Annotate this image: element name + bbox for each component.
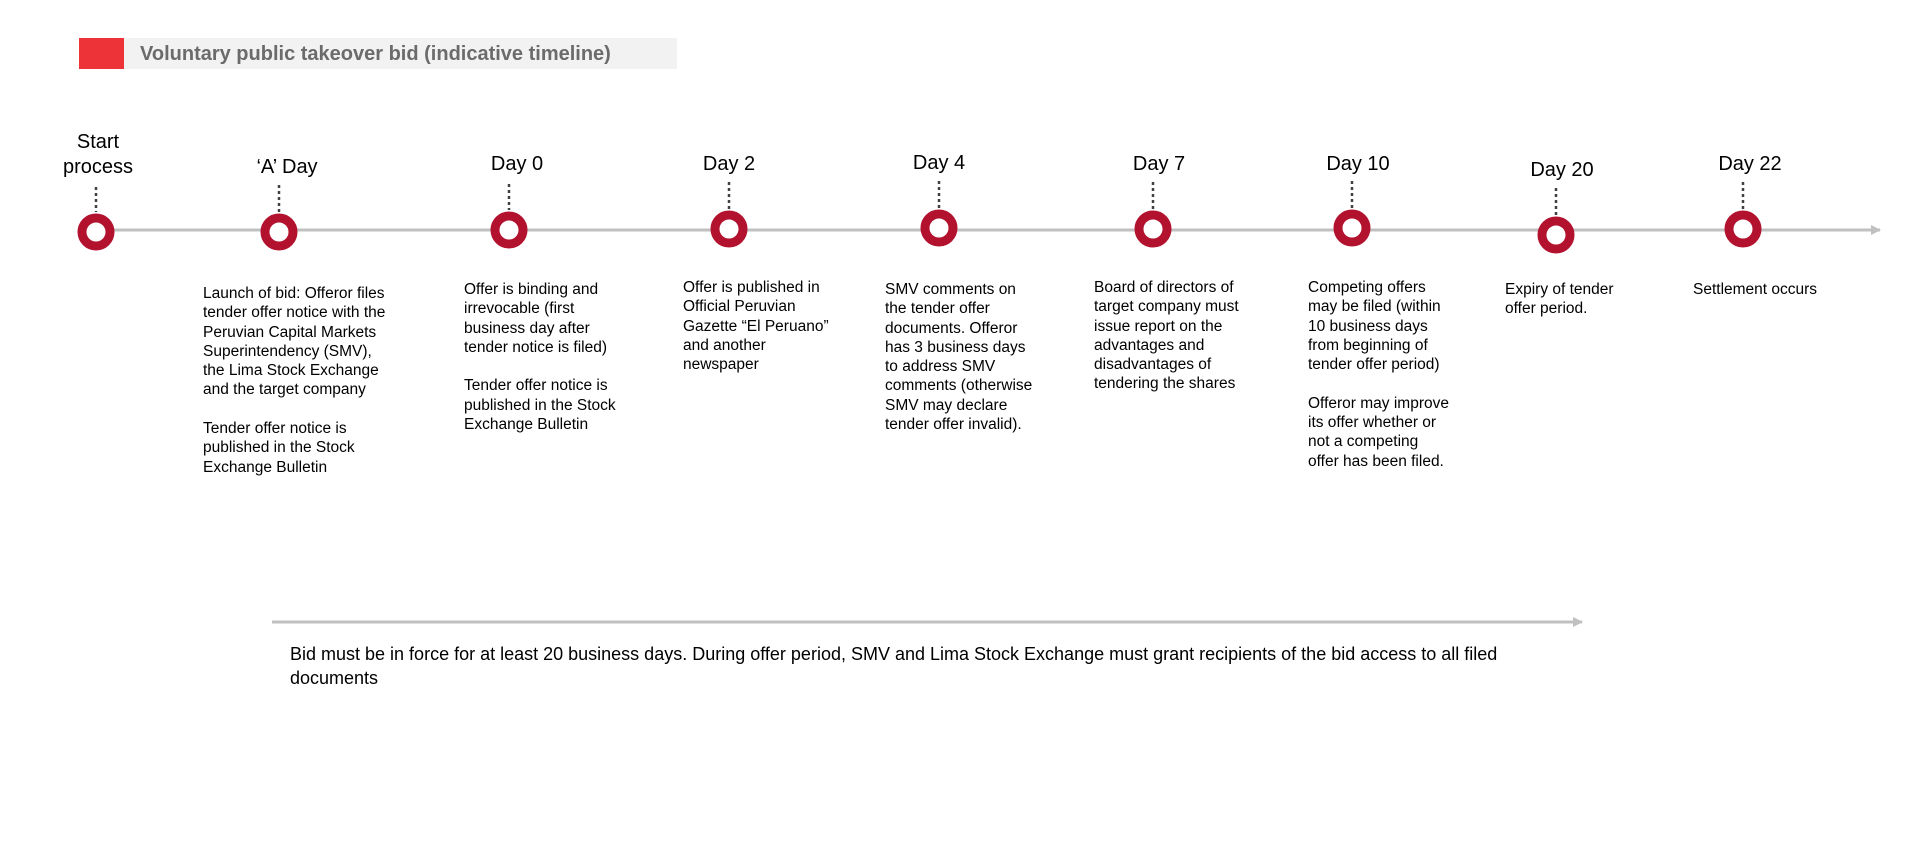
milestone-label: ‘A’ Day	[256, 156, 318, 178]
milestone-description: Settlement occurs	[1693, 281, 1818, 298]
milestone-description: Offer is published in Official Peruvian Gazette “El Peruano” and another newspaper	[683, 279, 829, 374]
milestone-label: Day 2	[702, 153, 756, 175]
milestone-description: Offer is binding and irrevocable (first business day after tender notice is filed) Tender offer notice is published in the Stock Exchange Bulletin	[464, 281, 616, 434]
milestone-marker	[495, 216, 523, 244]
milestone-marker	[82, 218, 110, 246]
milestone-description: Board of directors of target company must issue report on the advantages and disadvantages of tendering the shares	[1094, 279, 1239, 393]
milestone-label: Day 22	[1718, 153, 1782, 175]
milestone-label: Day 0	[490, 153, 544, 175]
milestone-label: Day 20	[1530, 159, 1594, 181]
milestone-marker	[1338, 214, 1366, 242]
page-title: Voluntary public takeover bid (indicative timeline)	[140, 43, 611, 65]
milestone-description: SMV comments on the tender offer documents. Offeror has 3 business days to address SMV comments (otherwise SMV may declare tender offer invalid).	[885, 281, 1033, 434]
milestone-marker	[1729, 215, 1757, 243]
milestone-label: Day 4	[912, 152, 966, 174]
milestone-description: Launch of bid: Offeror files tender offer notice with the Peruvian Capital Markets Superintendency (SMV), the Lima Stock Exchange and the target company Tender offer notice is published in the Stock Exchange Bulletin	[203, 285, 386, 476]
footer-note: Bid must be in force for at least 20 business days. During offer period, SMV and Lima Stock Exchange must grant recipients of the bid access to all filed documents	[290, 644, 1498, 688]
milestone-marker	[1139, 215, 1167, 243]
milestone-marker	[265, 218, 293, 246]
milestone-marker	[925, 214, 953, 242]
milestone-label: Day 10	[1326, 153, 1390, 175]
milestone-description: Competing offers may be filed (within 10 business days from beginning of tender offer period) Offeror may improve its offer whether or not a competing offer has been filed.	[1308, 279, 1449, 470]
milestone-marker	[1542, 221, 1570, 249]
milestone-marker	[715, 215, 743, 243]
milestone-label: Start process	[62, 131, 134, 178]
milestone-label: Day 7	[1132, 153, 1186, 175]
milestone-description: Expiry of tender offer period.	[1505, 281, 1614, 318]
